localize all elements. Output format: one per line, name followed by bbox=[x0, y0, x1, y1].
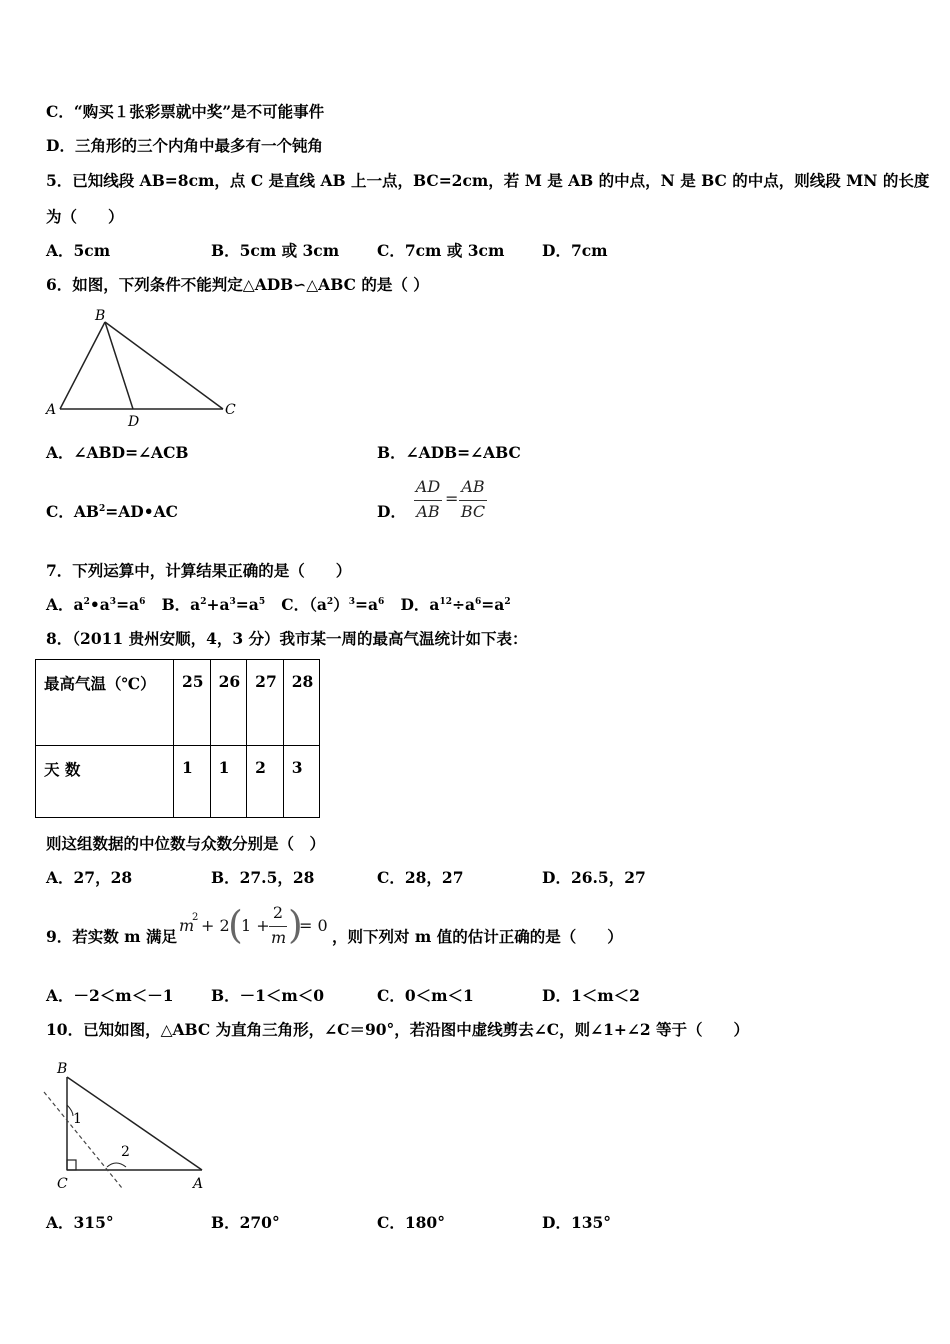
q8-option-b: B．27.5，28 bbox=[211, 868, 315, 887]
q6-option-a: A．∠ABD=∠ACB bbox=[46, 443, 189, 462]
label-angle-2: 2 bbox=[121, 1144, 130, 1160]
q6-option-d-label: D． bbox=[377, 502, 406, 521]
q8-stem: 8．（2011 贵州安顺，4，3 分）我市某一周的最高气温统计如下表： bbox=[46, 629, 528, 648]
table-cell: 26 bbox=[210, 660, 247, 746]
q8-option-c: C．28，27 bbox=[377, 868, 464, 887]
q10-option-d: D．135° bbox=[542, 1213, 612, 1232]
q10-option-c: C．180° bbox=[377, 1213, 445, 1232]
segment-ab bbox=[60, 322, 105, 409]
table-cell: 27 bbox=[247, 660, 284, 746]
q6-option-c: C．$AB^2=AD•AC$ bbox=[46, 502, 178, 521]
table-cell: 28 bbox=[283, 660, 320, 746]
q9-stem-post: ，则下列对 m 值的估计正确的是（ ） bbox=[332, 927, 623, 946]
table-cell: 1 bbox=[210, 746, 247, 818]
label-d: D bbox=[128, 414, 140, 430]
segment-bc bbox=[105, 322, 223, 409]
temperature-table bbox=[35, 659, 320, 818]
label-b: B bbox=[95, 308, 106, 324]
q7-options bbox=[46, 595, 511, 615]
table-cell: 1 bbox=[174, 746, 211, 818]
segment-ba bbox=[67, 1077, 202, 1170]
q7-option-b: B．$a^2+a^3=a^5$ bbox=[161, 595, 266, 614]
angle2-arc bbox=[107, 1163, 126, 1167]
q10-triangle-figure bbox=[38, 1055, 218, 1195]
q9-option-b: B．－1＜m＜0 bbox=[211, 986, 325, 1005]
label-a: A bbox=[46, 402, 57, 418]
table-cell: 25 bbox=[174, 660, 211, 746]
table-header-temp: 最高气温（℃） bbox=[36, 660, 174, 746]
label-angle-1: 1 bbox=[73, 1111, 82, 1127]
table-row bbox=[36, 660, 320, 746]
q6-option-b: B．∠ADB=∠ABC bbox=[377, 443, 521, 462]
q7-stem: 7．下列运算中，计算结果正确的是（ ） bbox=[46, 561, 352, 580]
q8-question: 则这组数据的中位数与众数分别是（ ） bbox=[46, 834, 326, 853]
label-a: A bbox=[193, 1176, 204, 1192]
q5-option-c: C．7cm 或 3cm bbox=[377, 241, 505, 260]
q10-option-a: A．315° bbox=[46, 1213, 114, 1232]
table-cell: 3 bbox=[283, 746, 320, 818]
q5-option-d: D．7cm bbox=[542, 241, 608, 260]
q7-option-a: A．$a^2•a^3=a^6$ bbox=[46, 595, 146, 614]
q4-option-d: D．三角形的三个内角中最多有一个钝角 bbox=[46, 136, 323, 155]
q9-option-c: C．0＜m＜1 bbox=[377, 986, 474, 1005]
q5-stem-line2: 为（ ） bbox=[46, 207, 124, 226]
q9-stem-pre: 9．若实数 m 满足 bbox=[46, 927, 177, 946]
label-c: C bbox=[225, 402, 236, 418]
q5-option-a: A．5cm bbox=[46, 241, 111, 260]
q7-option-c: C．$(a^2)^3=a^6$ bbox=[281, 595, 385, 614]
q10-stem: 10．已知如图，△ABC 为直角三角形，∠C＝90°，若沿图中虚线剪去∠C，则∠1+∠2 等于（ ） bbox=[46, 1020, 750, 1039]
table-cell: 2 bbox=[247, 746, 284, 818]
q9-option-a: A．－2＜m＜－1 bbox=[46, 986, 174, 1005]
q7-option-d: D．$a^{12}\div a^6=a^2$ bbox=[400, 595, 511, 614]
segment-bd bbox=[105, 322, 133, 409]
q9-option-d: D．1＜m＜2 bbox=[542, 986, 640, 1005]
q5-stem-line1: 5．已知线段 AB=8cm，点 C 是直线 AB 上一点，BC=2cm，若 M 是 AB 的中点，N 是 BC 的中点，则线段 MN 的长度 bbox=[46, 171, 930, 190]
table-header-days: 天 数 bbox=[36, 746, 174, 818]
q9-equation: m 2 + 2 ( 1 + 2 m ) = 0 bbox=[179, 903, 328, 947]
label-b: B bbox=[57, 1061, 68, 1077]
q4-option-c: C．“购买１张彩票就中奖”是不可能事件 bbox=[46, 102, 325, 121]
label-c: C bbox=[57, 1176, 68, 1192]
q5-option-b: B．5cm 或 3cm bbox=[211, 241, 340, 260]
q6-triangle-figure bbox=[40, 305, 250, 430]
q8-option-a: A．27，28 bbox=[46, 868, 133, 887]
q10-option-b: B．270° bbox=[211, 1213, 280, 1232]
q8-option-d: D．26.5，27 bbox=[542, 868, 646, 887]
q6-stem: 6．如图，下列条件不能判定△ADB∽△ABC 的是（ ） bbox=[46, 275, 429, 294]
right-angle-mark bbox=[67, 1160, 76, 1170]
table-row bbox=[36, 746, 320, 818]
